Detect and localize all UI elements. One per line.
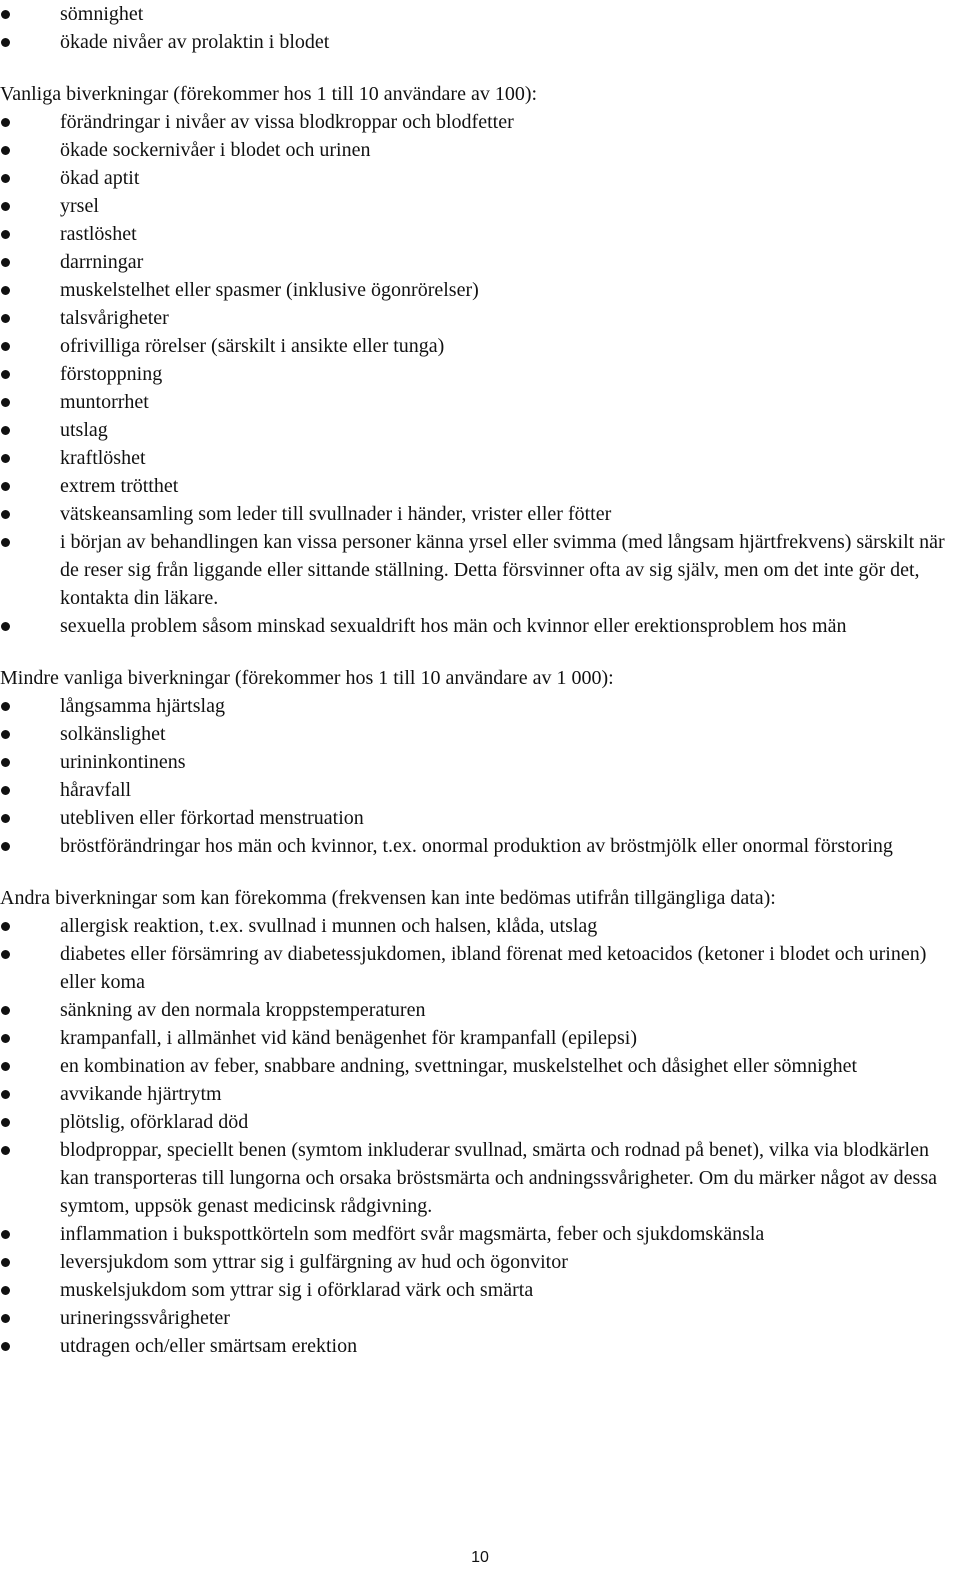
list-item: rastlöshet xyxy=(0,220,958,248)
uncommon-side-effects-list xyxy=(0,692,958,860)
list-item: urineringssvårigheter xyxy=(0,1304,958,1332)
list-item: allergisk reaktion, t.ex. svullnad i munnen och halsen, klåda, utslag xyxy=(0,912,958,940)
list-item: utebliven eller förkortad menstruation xyxy=(0,804,958,832)
common-side-effects-list xyxy=(0,108,958,640)
list-item: muskelsjukdom som yttrar sig i oförklarad värk och smärta xyxy=(0,1276,958,1304)
list-item: avvikande hjärtrytm xyxy=(0,1080,958,1108)
list-item: ökad aptit xyxy=(0,164,958,192)
list-item: bröstförändringar hos män och kvinnor, t.ex. onormal produktion av bröstmjölk eller onormal förstoring xyxy=(0,832,958,860)
list-item: muskelstelhet eller spasmer (inklusive ögonrörelser) xyxy=(0,276,958,304)
list-item: inflammation i bukspottkörteln som medfört svår magsmärta, feber och sjukdomskänsla xyxy=(0,1220,958,1248)
list-item: ökade nivåer av prolaktin i blodet xyxy=(0,28,958,56)
section-heading-uncommon: Mindre vanliga biverkningar (förekommer hos 1 till 10 användare av 1 000): xyxy=(0,667,614,689)
list-item: extrem trötthet xyxy=(0,472,958,500)
list-item: krampanfall, i allmänhet vid känd benägenhet för krampanfall (epilepsi) xyxy=(0,1024,958,1052)
page-number: 10 xyxy=(471,1549,489,1566)
list-item: yrsel xyxy=(0,192,958,220)
list-item: håravfall xyxy=(0,776,958,804)
list-item: i början av behandlingen kan vissa personer känna yrsel eller svimma (med långsam hjärtfrekvens) särskilt när de reser sig från liggande eller sittande ställning. Detta försvinner ofta av sig själv, men om det inte gör det, kontakta din läkare. xyxy=(0,528,958,612)
list-item: urininkontinens xyxy=(0,748,958,776)
list-item: förändringar i nivåer av vissa blodkroppar och blodfetter xyxy=(0,108,958,136)
list-item: muntorrhet xyxy=(0,388,958,416)
list-item: diabetes eller försämring av diabetessjukdomen, ibland förenat med ketoacidos (ketoner i blodet och urinen) eller koma xyxy=(0,940,958,996)
list-item: långsamma hjärtslag xyxy=(0,692,958,720)
list-item: kraftlöshet xyxy=(0,444,958,472)
list-item: utslag xyxy=(0,416,958,444)
list-item: utdragen och/eller smärtsam erektion xyxy=(0,1332,958,1360)
section-heading-other: Andra biverkningar som kan förekomma (frekvensen kan inte bedömas utifrån tillgängliga data): xyxy=(0,887,776,909)
list-item: ökade sockernivåer i blodet och urinen xyxy=(0,136,958,164)
list-item: sexuella problem såsom minskad sexualdrift hos män och kvinnor eller erektionsproblem hos män xyxy=(0,612,958,640)
list-item: solkänslighet xyxy=(0,720,958,748)
section-heading-common: Vanliga biverkningar (förekommer hos 1 till 10 användare av 100): xyxy=(0,83,538,105)
intro-list xyxy=(0,0,958,56)
list-item: darrningar xyxy=(0,248,958,276)
list-item: plötslig, oförklarad död xyxy=(0,1108,958,1136)
list-item: talsvårigheter xyxy=(0,304,958,332)
list-item: sänkning av den normala kroppstemperaturen xyxy=(0,996,958,1024)
list-item: sömnighet xyxy=(0,0,958,28)
other-side-effects-list xyxy=(0,912,958,1360)
list-item: ofrivilliga rörelser (särskilt i ansikte eller tunga) xyxy=(0,332,958,360)
list-item: vätskeansamling som leder till svullnader i händer, vrister eller fötter xyxy=(0,500,958,528)
list-item: förstoppning xyxy=(0,360,958,388)
list-item: leversjukdom som yttrar sig i gulfärgning av hud och ögonvitor xyxy=(0,1248,958,1276)
list-item: en kombination av feber, snabbare andning, svettningar, muskelstelhet och dåsighet eller sömnighet xyxy=(0,1052,958,1080)
list-item: blodproppar, speciellt benen (symtom inkluderar svullnad, smärta och rodnad på benet), vilka via blodkärlen kan transporteras till lungorna och orsaka bröstsmärta och andningssvårigheter. Om du märker något av dessa symtom, uppsök genast medicinsk rådgivning. xyxy=(0,1136,958,1220)
